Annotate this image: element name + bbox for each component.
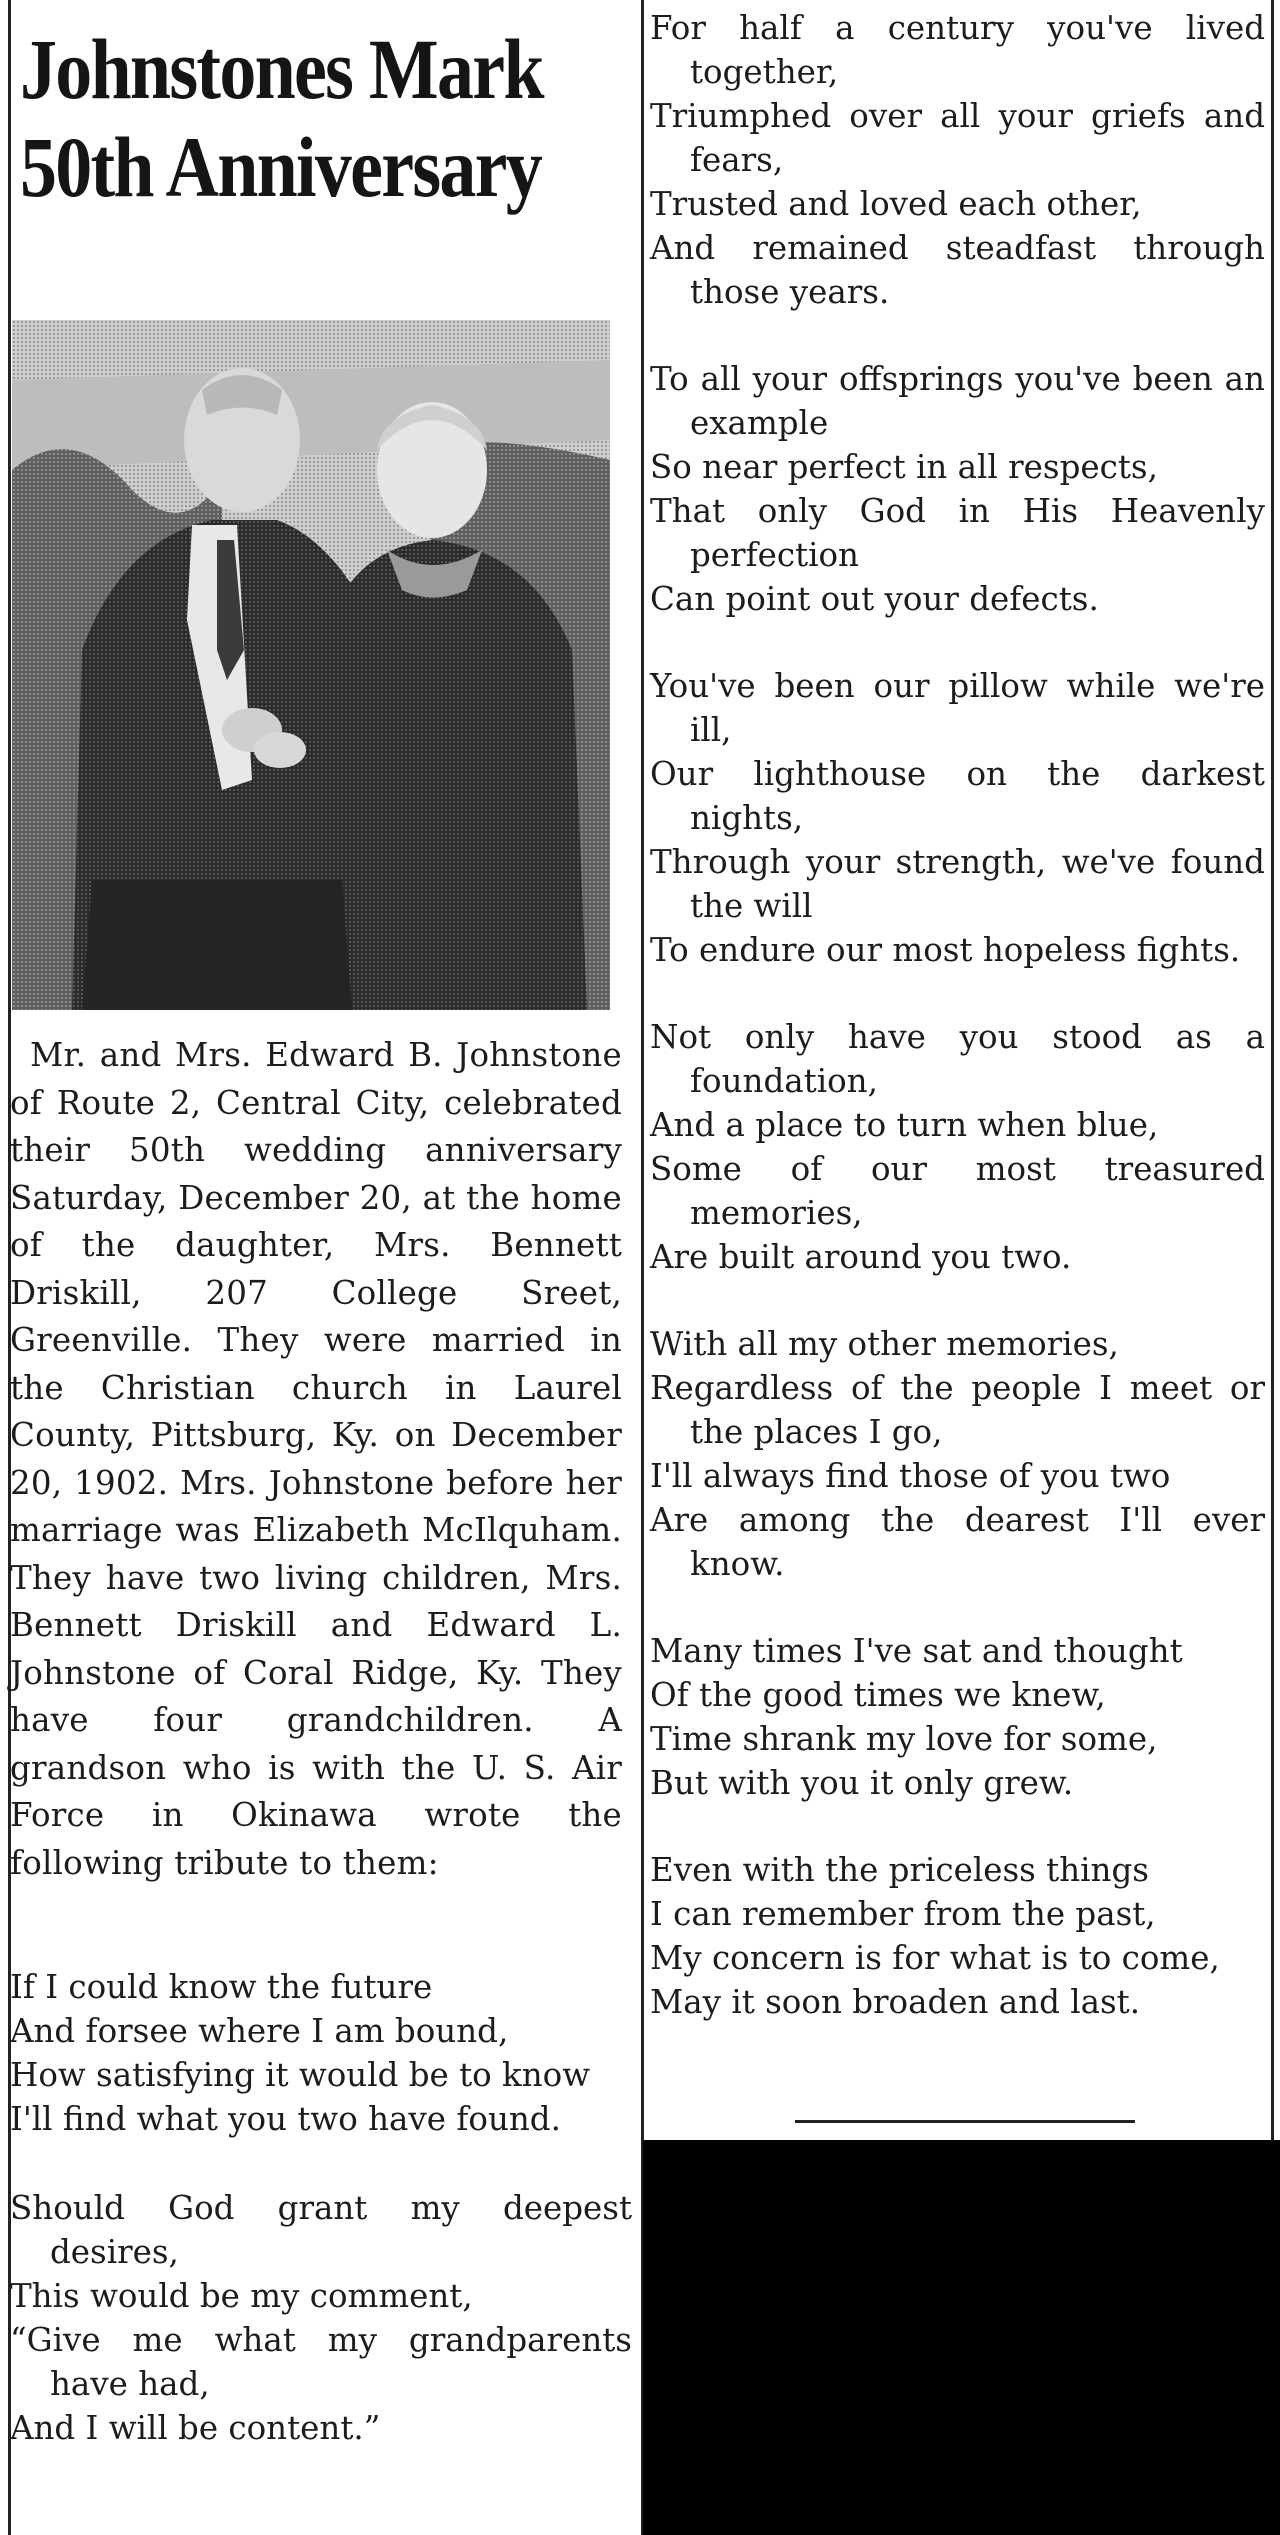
poem-line: And a place to turn when blue, bbox=[650, 1106, 1159, 1144]
right-column-rule bbox=[1271, 0, 1274, 2140]
poem-line: Not only have you stood as a foundation, bbox=[650, 1018, 1265, 1100]
poem-line: Some of our most treasured memories, bbox=[650, 1150, 1265, 1232]
poem-line: May it soon broaden and last. bbox=[650, 1983, 1141, 2021]
poem-stanza bbox=[10, 2186, 632, 2450]
poem-line: Our lighthouse on the darkest nights, bbox=[650, 755, 1265, 837]
left-column bbox=[20, 0, 632, 216]
couple-photo-icon bbox=[12, 320, 610, 1010]
poem-line: So near perfect in all respects, bbox=[650, 448, 1158, 486]
article-body bbox=[10, 1032, 622, 1887]
poem-line: I'll find what you two have found. bbox=[10, 2100, 561, 2138]
poem-stanza bbox=[650, 1322, 1265, 1586]
headline bbox=[20, 20, 546, 216]
black-background-area bbox=[643, 2140, 1280, 2535]
poem-stanza bbox=[10, 1965, 632, 2141]
poem-line: I'll always find those of you two bbox=[650, 1457, 1171, 1495]
poem-line: How satisfying it would be to know bbox=[10, 2056, 591, 2094]
poem-right-column bbox=[650, 6, 1265, 2067]
poem-line: Trusted and loved each other, bbox=[650, 185, 1142, 223]
poem-line: “Give me what my grandparents have had, bbox=[10, 2321, 632, 2403]
article-paragraph: Mr. and Mrs. Edward B. Johnstone of Route 2, Central City, celebrated their 50th wedding anniversary Saturday, December 20, at the home of the daughter, Mrs. Bennett Driskill, 207 College Sreet, Greenville. They were married in the Christian church in Laurel County, Pittsburg, Ky. on December 20, 1902. Mrs. Johnstone before her marriage was Elizabeth McIlquham. They have two living children, Mrs. Bennett Driskill and Edward L. Johnstone of Coral Ridge, Ky. They have four grandchildren. A grandson who is with the U. S. Air Force in Okinawa wrote the following tribute to them: bbox=[10, 1036, 622, 1882]
poem-line: With all my other memories, bbox=[650, 1325, 1119, 1363]
poem-line: Regardless of the people I meet or the places I go, bbox=[650, 1369, 1265, 1451]
poem-stanza bbox=[650, 357, 1265, 621]
poem-line: You've been our pillow while we're ill, bbox=[650, 667, 1265, 749]
headline-line-1: Johnstones Mark bbox=[20, 21, 543, 117]
poem-line: That only God in His Heavenly perfection bbox=[650, 492, 1265, 574]
poem-line: Many times I've sat and thought bbox=[650, 1632, 1183, 1670]
poem-stanza bbox=[650, 1848, 1265, 2024]
poem-line: Are built around you two. bbox=[650, 1238, 1072, 1276]
poem-line: Time shrank my love for some, bbox=[650, 1720, 1158, 1758]
poem-line: And I will be content.” bbox=[10, 2409, 381, 2447]
headline-line-2: 50th Anniversary bbox=[20, 119, 542, 215]
poem-line: My concern is for what is to come, bbox=[650, 1939, 1220, 1977]
poem-line: Even with the priceless things bbox=[650, 1851, 1149, 1889]
poem-line: Should God grant my deepest desires, bbox=[10, 2189, 632, 2271]
poem-line: And remained steadfast through those years. bbox=[650, 229, 1265, 311]
end-of-poem-rule bbox=[795, 2120, 1135, 2123]
poem-line: I can remember from the past, bbox=[650, 1895, 1156, 1933]
poem-stanza bbox=[650, 1015, 1265, 1279]
poem-line: To all your offsprings you've been an example bbox=[650, 360, 1265, 442]
poem-line: Can point out your defects. bbox=[650, 580, 1099, 618]
poem-stanza bbox=[650, 664, 1265, 972]
poem-line: If I could know the future bbox=[10, 1968, 433, 2006]
poem-stanza bbox=[650, 1629, 1265, 1805]
poem-line: To endure our most hopeless fights. bbox=[650, 931, 1241, 969]
poem-line: Triumphed over all your griefs and fears, bbox=[650, 97, 1265, 179]
poem-line: And forsee where I am bound, bbox=[10, 2012, 509, 2050]
poem-line: Of the good times we knew, bbox=[650, 1676, 1106, 1714]
poem-line: Are among the dearest I'll ever know. bbox=[650, 1501, 1265, 1583]
poem-left-column bbox=[10, 1965, 632, 2495]
poem-stanza bbox=[650, 6, 1265, 314]
poem-line: This would be my comment, bbox=[10, 2277, 473, 2315]
poem-line: But with you it only grew. bbox=[650, 1764, 1074, 1802]
poem-line: For half a century you've lived together, bbox=[650, 9, 1265, 91]
poem-line: Through your strength, we've found the will bbox=[650, 843, 1265, 925]
